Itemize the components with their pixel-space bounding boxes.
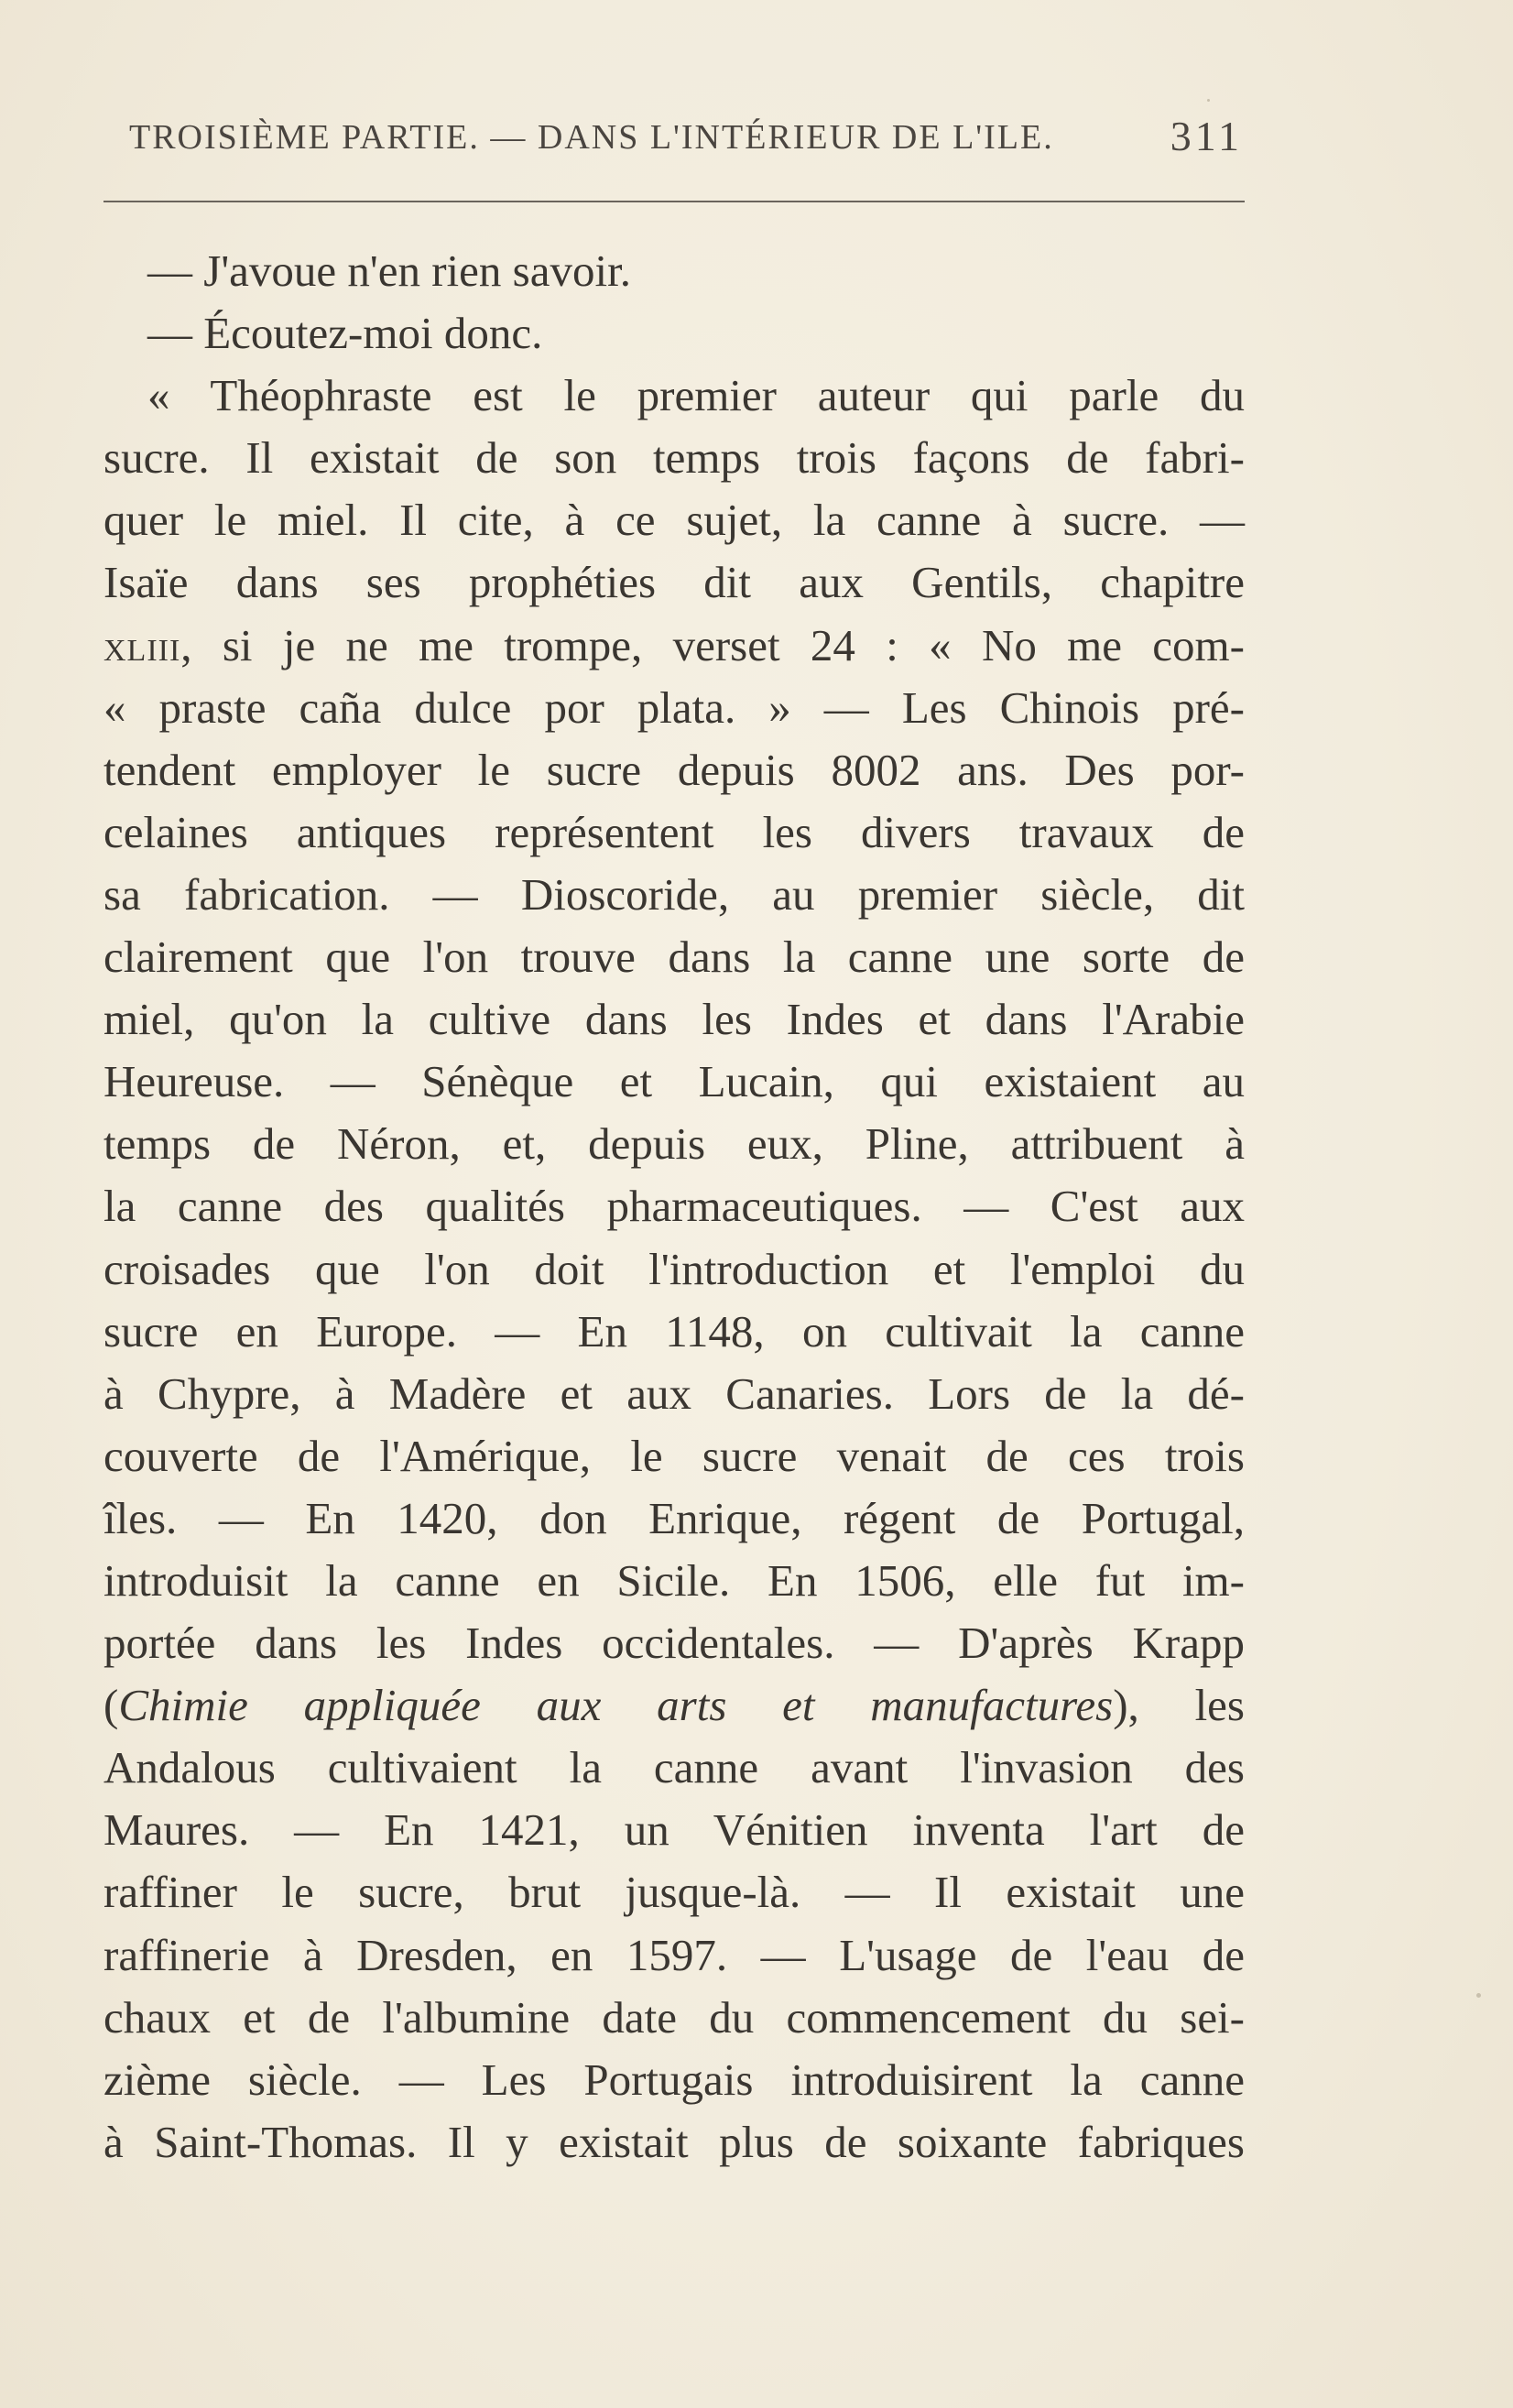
text-line: tendent employer le sucre depuis 8002 ans. Des por- (103, 744, 1245, 795)
text-line: raffiner le sucre, brut jusque-là. — Il existait une (103, 1867, 1245, 1918)
text-line: la canne des qualités pharmaceutiques. — C'est aux (103, 1181, 1245, 1232)
text-line: miel, qu'on la cultive dans les Indes et dans l'Arabie (103, 994, 1245, 1045)
header-rule (103, 201, 1245, 202)
text-line: sa fabrication. — Dioscoride, au premier siècle, dit (103, 868, 1245, 920)
text-line: portée dans les Indes occidentales. — D'après Krapp (103, 1618, 1245, 1669)
text-line: zième siècle. — Les Portugais introduisirent la canne (103, 2054, 1245, 2105)
text-line: introduisit la canne en Sicile. En 1506, elle fut im- (103, 1554, 1245, 1606)
text-line: Isaïe dans ses prophéties dit aux Gentils, chapitre (103, 557, 1245, 608)
text-line-with-numeral (103, 615, 1245, 677)
page-number: 311 (1170, 113, 1243, 159)
text-line: croisades que l'on doit l'introduction et l'emploi du (103, 1243, 1245, 1294)
paper-speck (1476, 1993, 1481, 1998)
text-line: — Écoutez-moi donc. (147, 308, 543, 359)
text-line: à Saint-Thomas. Il y existait plus de soixante fabriques (103, 2116, 1245, 2167)
text-line: Andalous cultivaient la canne avant l'invasion des (103, 1742, 1245, 1793)
text-line: sucre en Europe. — En 1148, on cultivait la canne (103, 1305, 1245, 1357)
text-line: — J'avoue n'en rien savoir. (147, 245, 631, 296)
text-line: « Théophraste est le premier auteur qui parle du (147, 370, 1245, 421)
text-line: sucre. Il existait de son temps trois façons de fabri- (103, 432, 1245, 484)
text-fragment: ( (103, 1680, 119, 1731)
text-line: quer le miel. Il cite, à ce sujet, la canne à sucre. — (103, 495, 1245, 546)
text-line-with-title (103, 1674, 1245, 1737)
text-line: « praste caña dulce por plata. » — Les Chinois pré- (103, 681, 1245, 733)
text-line: îles. — En 1420, don Enrique, régent de Portugal, (103, 1492, 1245, 1543)
running-title: TROISIÈME PARTIE. — DANS L'INTÉRIEUR DE L'ILE. (129, 118, 1054, 157)
text-line: temps de Néron, et, depuis eux, Pline, attribuent à (103, 1118, 1245, 1170)
text-line: Maures. — En 1421, un Vénitien inventa l'art de (103, 1804, 1245, 1856)
text-line: Heureuse. — Sénèque et Lucain, qui existaient au (103, 1056, 1245, 1107)
paper-speck (1207, 99, 1210, 102)
book-title: Chimie appliquée aux arts et manufactures (118, 1680, 1114, 1731)
text-line: couverte de l'Amérique, le sucre venait de ces trois (103, 1430, 1245, 1481)
text-line: à Chypre, à Madère et aux Canaries. Lors de la dé- (103, 1367, 1245, 1419)
text-line: celaines antiques représentent les divers travaux de (103, 806, 1245, 857)
text-line: raffinerie à Dresden, en 1597. — L'usage de l'eau de (103, 1929, 1245, 1980)
page-header (129, 113, 1243, 172)
text-fragment: , si je ne me trompe, verset 24 : « No me com- (180, 619, 1245, 670)
text-line: chaux et de l'albumine date du commencement du sei- (103, 1991, 1245, 2043)
body-text (103, 240, 1245, 2174)
text-line: clairement que l'on trouve dans la canne une sorte de (103, 932, 1245, 983)
text-fragment: ), les (1113, 1680, 1246, 1731)
roman-numeral: xliii (103, 619, 181, 670)
